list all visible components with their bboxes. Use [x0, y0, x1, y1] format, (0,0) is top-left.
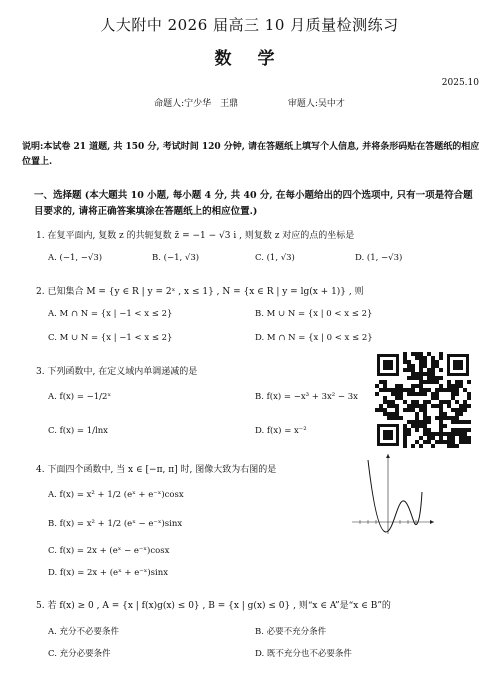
q5-option-b: B. 必要不充分条件: [255, 627, 327, 637]
q2-option-d: D. M ∩ N = {x | 0 < x ≤ 2}: [255, 333, 373, 343]
q5-option-d: D. 既不充分也不必要条件: [255, 649, 352, 659]
subject-title: 数 学: [214, 49, 285, 69]
q1-option-b: B. (−1, √3): [152, 253, 200, 263]
question-4-stem: [36, 462, 276, 475]
question-number: 3.: [36, 367, 45, 377]
q4-option-c: C. f(x) = 2x + (eˣ − e⁻ˣ)cosx: [48, 546, 170, 556]
question-number: 2.: [36, 287, 45, 297]
q2-option-b: B. M ∪ N = {x | 0 < x ≤ 2}: [255, 309, 373, 319]
question-5-stem: [36, 598, 391, 611]
question-number: 4.: [36, 465, 45, 475]
note-text: 本试卷 21 道题, 共 150 分, 考试时间 120 分钟, 请在答题纸上填写个人信息, 并将条形码贴在答题纸的相应位置上.: [22, 142, 480, 167]
section-heading: 一、选择题 (本大题共 10 小题, 每小题 4 分, 共 40 分, 在每小题给出的四个选项中, 只有一项是符合题目要求的, 请将正确答案填涂在答题纸上的相应位置.): [34, 190, 473, 217]
q1-option-a: A. (−1, −√3): [48, 253, 103, 263]
q1-option-d: D. (1, −√3): [355, 253, 403, 263]
q5-option-a: A. 充分不必要条件: [48, 627, 120, 637]
q4-option-d: D. f(x) = 2x + (eˣ + e⁻ˣ)sinx: [48, 568, 169, 578]
question-text: 已知集合 M = {y ∈ R | y = 2ˣ , x ≤ 1} , N = {x ∈ R | y = lg(x + 1)} , 则: [47, 287, 364, 297]
q3-option-b: B. f(x) = −x³ + 3x² − 3x: [255, 392, 358, 402]
question-text: 若 f(x) ≥ 0 , A = {x | f(x)g(x) ≤ 0} , B = {x | g(x) ≤ 0} , 则“x ∈ A”是“x ∈ B”的: [47, 601, 391, 611]
question-text: 下列函数中, 在定义域内单调递减的是: [47, 367, 198, 377]
q3-option-d: D. f(x) = x⁻²: [255, 426, 307, 436]
question-number: 1.: [36, 231, 45, 241]
question-1-stem: [36, 228, 354, 241]
q2-option-a: A. M ∩ N = {x | −1 < x ≤ 2}: [48, 309, 173, 319]
question-2-stem: [36, 284, 364, 297]
question-text: 下面四个函数中, 当 x ∈ [−π, π] 时, 图像大致为右图的是: [47, 465, 277, 475]
q3-option-c: C. f(x) = 1/lnx: [48, 426, 108, 436]
qr-code: [375, 352, 471, 448]
q5-option-c: C. 充分必要条件: [48, 649, 111, 659]
qr-code-image: [375, 352, 471, 448]
exam-date: 2025.10: [441, 78, 479, 88]
function-graph-svg: [350, 452, 438, 536]
note-label: 说明:: [22, 142, 44, 152]
authors-line: [0, 96, 499, 109]
question-3-stem: [36, 364, 197, 377]
q1-option-c: C. (1, √3): [255, 253, 295, 263]
setter-name: 命题人:宁少华 王鼎: [154, 99, 239, 109]
q4-option-b: B. f(x) = x² + 1/2 (eˣ − e⁻ˣ)sinx: [48, 519, 183, 529]
reviewer-name: 审题人:吴中才: [287, 99, 345, 109]
q2-option-c: C. M ∪ N = {x | −1 < x ≤ 2}: [48, 333, 173, 343]
question-text: 在复平面内, 复数 z 的共轭复数 z̄ = −1 − √3 i , 则复数 z 对应的点的坐标是: [47, 231, 355, 241]
function-graph: [350, 452, 438, 536]
instructions: [22, 140, 482, 170]
q3-option-a: A. f(x) = −1/2ˣ: [48, 392, 112, 402]
q4-option-a: A. f(x) = x² + 1/2 (eˣ + e⁻ˣ)cosx: [48, 490, 184, 500]
question-number: 5.: [36, 601, 45, 611]
exam-title: 人大附中 2026 届高三 10 月质量检测练习: [100, 16, 399, 34]
